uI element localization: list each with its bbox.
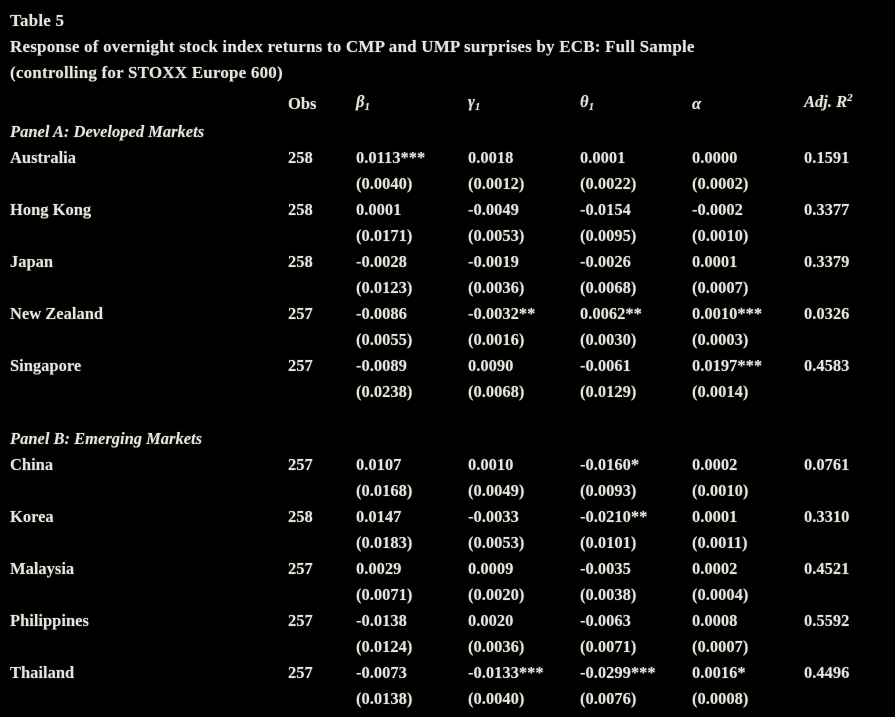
se-alpha: (0.0010) <box>692 481 749 500</box>
se-gamma1: (0.0036) <box>468 278 525 297</box>
se-beta1: (0.0040) <box>356 174 413 193</box>
se-theta1: (0.0101) <box>580 533 637 552</box>
row-theta1: -0.0026 <box>580 252 631 271</box>
row-adj-r2: 0.4583 <box>804 356 850 375</box>
row-obs: 257 <box>288 455 313 474</box>
row-obs: 257 <box>288 304 313 323</box>
row-gamma1: -0.0033 <box>468 507 519 526</box>
table-row <box>10 556 895 582</box>
se-gamma1: (0.0049) <box>468 481 525 500</box>
table-row <box>10 660 895 686</box>
table-row <box>10 301 895 327</box>
row-theta1: -0.0299*** <box>580 663 656 682</box>
row-gamma1: -0.0019 <box>468 252 519 271</box>
row-country: Korea <box>10 507 54 526</box>
row-obs: 258 <box>288 148 313 167</box>
se-gamma1: (0.0040) <box>468 689 525 708</box>
row-alpha: 0.0002 <box>692 455 738 474</box>
header-theta1: θ1 <box>580 92 595 113</box>
row-country: Thailand <box>10 663 75 682</box>
se-beta1: (0.0171) <box>356 226 413 245</box>
table-row-standard-errors <box>10 223 895 249</box>
table-number: Table 5 <box>10 11 65 30</box>
table-row-standard-errors <box>10 379 895 405</box>
row-alpha: 0.0008 <box>692 611 738 630</box>
row-country: Singapore <box>10 356 82 375</box>
row-beta1: 0.0147 <box>356 507 402 526</box>
row-beta1: 0.0107 <box>356 455 402 474</box>
se-theta1: (0.0093) <box>580 481 637 500</box>
panel-heading-row <box>10 118 895 145</box>
table-row <box>10 249 895 275</box>
row-gamma1: 0.0009 <box>468 559 514 578</box>
panel-heading-row <box>10 425 895 452</box>
row-alpha: 0.0010*** <box>692 304 763 323</box>
row-theta1: -0.0063 <box>580 611 631 630</box>
row-obs: 257 <box>288 663 313 682</box>
row-beta1: 0.0001 <box>356 200 402 219</box>
row-obs: 258 <box>288 252 313 271</box>
table-row-standard-errors <box>10 327 895 353</box>
table-header-row <box>10 88 895 118</box>
row-adj-r2: 0.3377 <box>804 200 850 219</box>
row-beta1: -0.0086 <box>356 304 407 323</box>
row-theta1: 0.0062** <box>580 304 642 323</box>
row-beta1: 0.0029 <box>356 559 402 578</box>
row-obs: 257 <box>288 611 313 630</box>
row-beta1: -0.0028 <box>356 252 407 271</box>
row-country: Philippines <box>10 611 89 630</box>
row-beta1: 0.0113*** <box>356 148 426 167</box>
row-alpha: 0.0002 <box>692 559 738 578</box>
table-row <box>10 452 895 478</box>
row-gamma1: 0.0010 <box>468 455 514 474</box>
regression-results-table <box>10 88 895 712</box>
se-beta1: (0.0183) <box>356 533 413 552</box>
row-gamma1: 0.0018 <box>468 148 514 167</box>
se-alpha: (0.0003) <box>692 330 749 349</box>
table-row-standard-errors <box>10 686 895 712</box>
se-beta1: (0.0168) <box>356 481 413 500</box>
table-row-standard-errors <box>10 171 895 197</box>
table-header <box>10 88 895 118</box>
row-adj-r2: 0.0761 <box>804 455 850 474</box>
se-theta1: (0.0038) <box>580 585 637 604</box>
header-gamma1: γ1 <box>468 92 481 113</box>
table-row <box>10 504 895 530</box>
row-obs: 257 <box>288 356 313 375</box>
se-alpha: (0.0011) <box>692 533 748 552</box>
table-row <box>10 197 895 223</box>
row-theta1: -0.0210** <box>580 507 648 526</box>
row-obs: 258 <box>288 200 313 219</box>
row-theta1: -0.0061 <box>580 356 631 375</box>
se-gamma1: (0.0068) <box>468 382 525 401</box>
table-row-standard-errors <box>10 530 895 556</box>
se-gamma1: (0.0020) <box>468 585 525 604</box>
row-country: Malaysia <box>10 559 75 578</box>
row-beta1: -0.0089 <box>356 356 407 375</box>
se-beta1: (0.0123) <box>356 278 413 297</box>
row-country: China <box>10 455 54 474</box>
row-adj-r2: 0.4521 <box>804 559 850 578</box>
row-theta1: -0.0160* <box>580 455 640 474</box>
table-caption-line-2: (controlling for STOXX Europe 600) <box>10 63 283 82</box>
table-body <box>10 118 895 712</box>
se-beta1: (0.0055) <box>356 330 413 349</box>
se-theta1: (0.0022) <box>580 174 637 193</box>
table-row-standard-errors <box>10 275 895 301</box>
row-gamma1: -0.0032** <box>468 304 536 323</box>
se-gamma1: (0.0016) <box>468 330 525 349</box>
table-title-block <box>10 8 895 86</box>
se-theta1: (0.0129) <box>580 382 637 401</box>
row-theta1: -0.0035 <box>580 559 631 578</box>
row-obs: 257 <box>288 559 313 578</box>
se-alpha: (0.0007) <box>692 278 749 297</box>
row-gamma1: -0.0133*** <box>468 663 544 682</box>
row-obs: 258 <box>288 507 313 526</box>
table-row-standard-errors <box>10 582 895 608</box>
header-adj-r2: Adj. $R^2$ <box>804 92 853 111</box>
se-theta1: (0.0071) <box>580 637 637 656</box>
panel-heading: Panel B: Emerging Markets <box>10 429 203 448</box>
se-theta1: (0.0030) <box>580 330 637 349</box>
row-gamma1: 0.0020 <box>468 611 514 630</box>
row-alpha: 0.0000 <box>692 148 738 167</box>
row-alpha: 0.0001 <box>692 507 738 526</box>
row-adj-r2: 0.3379 <box>804 252 850 271</box>
se-beta1: (0.0238) <box>356 382 413 401</box>
row-adj-r2: 0.0326 <box>804 304 850 323</box>
row-country: Japan <box>10 252 54 271</box>
row-gamma1: 0.0090 <box>468 356 514 375</box>
row-alpha: 0.0197*** <box>692 356 763 375</box>
se-beta1: (0.0138) <box>356 689 413 708</box>
se-alpha: (0.0007) <box>692 637 749 656</box>
table-row <box>10 608 895 634</box>
row-gamma1: -0.0049 <box>468 200 519 219</box>
se-alpha: (0.0010) <box>692 226 749 245</box>
panel-spacer <box>10 405 895 425</box>
row-beta1: -0.0073 <box>356 663 407 682</box>
row-theta1: -0.0154 <box>580 200 631 219</box>
header-obs: Obs <box>288 94 317 113</box>
row-adj-r2: 0.4496 <box>804 663 850 682</box>
header-beta1: β1 <box>356 92 370 113</box>
table-row-standard-errors <box>10 634 895 660</box>
se-theta1: (0.0068) <box>580 278 637 297</box>
se-beta1: (0.0071) <box>356 585 413 604</box>
se-alpha: (0.0008) <box>692 689 749 708</box>
row-adj-r2: 0.1591 <box>804 148 850 167</box>
row-adj-r2: 0.5592 <box>804 611 850 630</box>
header-label <box>10 88 288 118</box>
table-caption-line-1: Response of overnight stock index returns to CMP and UMP surprises by ECB: Full Sample <box>10 37 695 56</box>
se-alpha: (0.0014) <box>692 382 749 401</box>
row-alpha: 0.0016* <box>692 663 746 682</box>
se-gamma1: (0.0012) <box>468 174 525 193</box>
panel-heading: Panel A: Developed Markets <box>10 122 205 141</box>
row-country: Australia <box>10 148 76 167</box>
se-gamma1: (0.0036) <box>468 637 525 656</box>
se-gamma1: (0.0053) <box>468 533 525 552</box>
table-row <box>10 145 895 171</box>
row-adj-r2: 0.3310 <box>804 507 850 526</box>
row-alpha: 0.0001 <box>692 252 738 271</box>
table-row <box>10 353 895 379</box>
row-alpha: -0.0002 <box>692 200 743 219</box>
header-alpha: α <box>692 94 702 113</box>
se-gamma1: (0.0053) <box>468 226 525 245</box>
row-beta1: -0.0138 <box>356 611 407 630</box>
se-alpha: (0.0002) <box>692 174 749 193</box>
se-alpha: (0.0004) <box>692 585 749 604</box>
row-country: New Zealand <box>10 304 104 323</box>
se-beta1: (0.0124) <box>356 637 413 656</box>
row-theta1: 0.0001 <box>580 148 626 167</box>
row-country: Hong Kong <box>10 200 92 219</box>
se-theta1: (0.0076) <box>580 689 637 708</box>
table-row-standard-errors <box>10 478 895 504</box>
se-theta1: (0.0095) <box>580 226 637 245</box>
